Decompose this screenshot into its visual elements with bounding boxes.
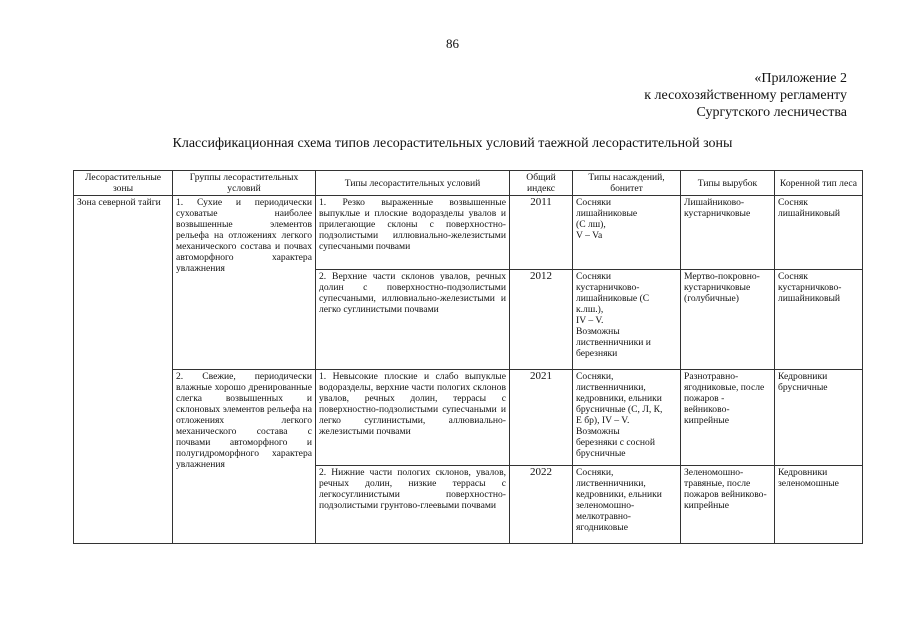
- page-number: 86: [446, 36, 459, 51]
- stands-line: Сосняки,: [576, 371, 614, 382]
- forest-type-cell: Сосняк кустарничково-лишайниковый: [775, 270, 863, 370]
- index-cell: 2012: [510, 270, 573, 370]
- appendix-caption: [644, 70, 847, 121]
- stands-line: кедровники, ельники: [576, 489, 662, 500]
- index-cell: 2011: [510, 196, 573, 270]
- stands-line: мелкотравно-: [576, 511, 631, 522]
- stands-line: IV – V.: [576, 315, 604, 326]
- stands-line: брусничные (С, Л, К,: [576, 404, 663, 415]
- stands-line: лиственничники,: [576, 478, 646, 489]
- table-row: [74, 370, 863, 466]
- stands-line: лиственничники и: [576, 337, 651, 348]
- forest-type-cell: Сосняк лишайниковый: [775, 196, 863, 270]
- appendix-line-1: «Приложение 2: [754, 71, 847, 86]
- appendix-line-3: Сургутского лесничества: [696, 105, 847, 120]
- stands-line: Сосняки: [576, 197, 612, 208]
- clearings-cell: Мертво-покровно-кустарничковые (голубичные): [681, 270, 775, 370]
- stands-line: лишайниковые: [576, 208, 638, 219]
- stands-line: лишайниковые (С: [576, 293, 650, 304]
- forest-type-cell: Кедровники зеленомошные: [775, 466, 863, 544]
- stands-line: Сосняки: [576, 271, 612, 282]
- stands-line: березняки с сосной: [576, 437, 655, 448]
- appendix-line-2: к лесохозяйственному регламенту: [644, 88, 847, 103]
- header-zones: Лесорастительные зоны: [74, 171, 173, 196]
- stands-line: Возможны: [576, 426, 620, 437]
- stands-line: ягодниковые: [576, 522, 628, 533]
- stands-line: Возможны: [576, 326, 620, 337]
- stands-line: брусничные: [576, 448, 626, 459]
- stands-line: Е бр), IV – V.: [576, 415, 630, 426]
- stands-line: кедровники, ельники: [576, 393, 662, 404]
- header-stands: Типы насаждений, бонитет: [573, 171, 681, 196]
- header-clearings: Типы вырубок: [681, 171, 775, 196]
- stands-line: к.лш.),: [576, 304, 604, 315]
- stands-line: лиственничники,: [576, 382, 646, 393]
- stands-line: (С лш),: [576, 219, 606, 230]
- conditions-cell: 1. Невысокие плоские и слабо выпуклые водоразделы, верхние части пологих склонов увалов, речных долин, террасы с поверхностно-подзолистыми супесчаными и легко суглинистыми, аллювиально-железистыми почвами: [316, 370, 510, 466]
- stands-cell: [573, 466, 681, 544]
- stands-line: V – Va: [576, 230, 603, 241]
- stands-line: березняки: [576, 348, 618, 359]
- header-index: Общий индекс: [510, 171, 573, 196]
- header-groups: Группы лесорастительных условий: [173, 171, 316, 196]
- zone-cell: Зона северной тайги: [74, 196, 173, 544]
- stands-line: зеленомошно-: [576, 500, 635, 511]
- stands-line: кустарничково-: [576, 282, 640, 293]
- conditions-cell: 2. Нижние части пологих склонов, увалов, речных долин, низкие террасы с легкосуглинистыми поверхностно-подзолистыми грунтово-глеевыми почвами: [316, 466, 510, 544]
- stands-cell: [573, 196, 681, 270]
- header-conditions: Типы лесорастительных условий: [316, 171, 510, 196]
- clearings-cell: Разнотравно-ягодниковые, после пожаров - вейниково-кипрейные: [681, 370, 775, 466]
- index-cell: 2022: [510, 466, 573, 544]
- clearings-cell: Зеленомошно-травяные, после пожаров вейниково-кипрейные: [681, 466, 775, 544]
- stands-cell: [573, 270, 681, 370]
- conditions-cell: 2. Верхние части склонов увалов, речных долин с поверхностно-подзолистыми супесчаными, иллювиально-железистыми и легко суглинистыми почвами: [316, 270, 510, 370]
- table-row: [74, 196, 863, 270]
- classification-table: [73, 170, 863, 544]
- table-header-row: [74, 171, 863, 196]
- document-title: Классификационная схема типов лесорастительных условий таежной лесорастительной зоны: [172, 136, 733, 151]
- clearings-cell: Лишайниково-кустарничковые: [681, 196, 775, 270]
- stands-cell: [573, 370, 681, 466]
- group-cell: 1. Сухие и периодически суховатые наиболее возвышенные элементов рельефа на отложениях легкого механического состава и почвах автоморфного характера увлажнения: [173, 196, 316, 370]
- forest-type-cell: Кедровники брусничные: [775, 370, 863, 466]
- conditions-cell: 1. Резко выраженные возвышенные выпуклые и плоские водоразделы увалов и прилегающие склоны с поверхностно-подзолистыми иллювиально-железистыми супесчаными почвами: [316, 196, 510, 270]
- group-cell: 2. Свежие, периодически влажные хорошо дренированные слегка возвышенных и склоновых элементов рельефа на отложениях легкого механического состава с почвами автоморфного и полугидроморфного характера увлажнения: [173, 370, 316, 544]
- index-cell: 2021: [510, 370, 573, 466]
- stands-line: Сосняки,: [576, 467, 614, 478]
- header-forest-type: Коренной тип леса: [775, 171, 863, 196]
